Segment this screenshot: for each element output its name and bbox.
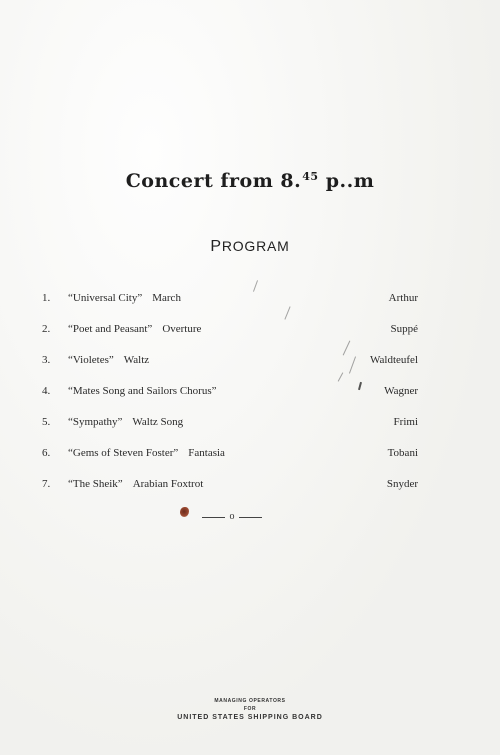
program-item xyxy=(42,416,418,447)
program-item xyxy=(42,354,418,385)
program-heading-rest: ROGRAM xyxy=(221,238,290,254)
program-item-number: 1. xyxy=(42,292,51,304)
program-item-kind: March xyxy=(152,292,181,304)
footer-managing-operators: MANAGING OPERATORS xyxy=(214,698,286,704)
program-item-title: “Poet and Peasant” xyxy=(68,323,153,335)
program-item xyxy=(42,292,418,323)
program-heading xyxy=(0,238,500,256)
footer-for: FOR xyxy=(243,706,257,712)
program-list xyxy=(42,292,418,509)
program-item xyxy=(42,447,418,478)
concert-title-superscript: 45 xyxy=(302,170,319,183)
program-item-number: 6. xyxy=(42,447,51,459)
program-item xyxy=(42,478,418,509)
program-item-composer: Waldteufel xyxy=(370,354,418,366)
program-item-piece xyxy=(68,354,149,366)
program-item-number: 5. xyxy=(42,416,51,428)
program-item-composer: Snyder xyxy=(386,478,418,490)
program-item-title: “Gems of Steven Foster” xyxy=(68,447,179,459)
program-item-number: 4. xyxy=(42,385,51,397)
program-item-kind: Overture xyxy=(162,323,202,335)
ink-stain xyxy=(180,507,189,517)
program-item-piece xyxy=(68,478,203,490)
program-item-kind: Waltz Song xyxy=(132,416,184,428)
program-item-title: “Violetes” xyxy=(68,354,114,366)
program-item-number: 2. xyxy=(42,323,51,335)
program-item-piece xyxy=(68,292,181,304)
program-item-composer: Suppé xyxy=(390,323,418,335)
program-item-piece xyxy=(68,385,226,397)
program-item-number: 3. xyxy=(42,354,51,366)
program-item-composer: Tobani xyxy=(387,447,418,459)
program-item-kind: Fantasia xyxy=(188,447,225,459)
program-item-number: 7. xyxy=(42,478,51,490)
section-divider xyxy=(202,511,262,523)
program-item xyxy=(42,385,418,416)
program-item-title: “Mates Song and Sailors Chorus” xyxy=(68,385,217,397)
footer-shipping-board: UNITED STATES SHIPPING BOARD xyxy=(177,714,323,721)
program-item-piece xyxy=(68,323,201,335)
concert-title xyxy=(0,170,500,192)
program-item xyxy=(42,323,418,354)
program-item-kind: Waltz xyxy=(123,354,150,366)
program-item-title: “The Sheik” xyxy=(68,478,123,490)
program-item-kind: Arabian Foxtrot xyxy=(132,478,204,490)
concert-title-suffix: p..m xyxy=(318,170,375,192)
program-item-title: “Universal City” xyxy=(68,292,143,304)
program-item-composer: Frimi xyxy=(393,416,418,428)
divider-mark: o xyxy=(229,511,235,522)
program-item-piece xyxy=(68,447,225,459)
paper-scratch xyxy=(253,280,258,292)
concert-title-text: Concert from 8. xyxy=(125,170,302,192)
program-heading-initial: P xyxy=(210,238,222,255)
program-item-title: “Sympathy” xyxy=(68,416,123,428)
program-item-composer: Arthur xyxy=(388,292,418,304)
program-item-piece xyxy=(68,416,183,428)
program-item-composer: Wagner xyxy=(384,385,418,397)
divider-line-right xyxy=(239,517,262,518)
